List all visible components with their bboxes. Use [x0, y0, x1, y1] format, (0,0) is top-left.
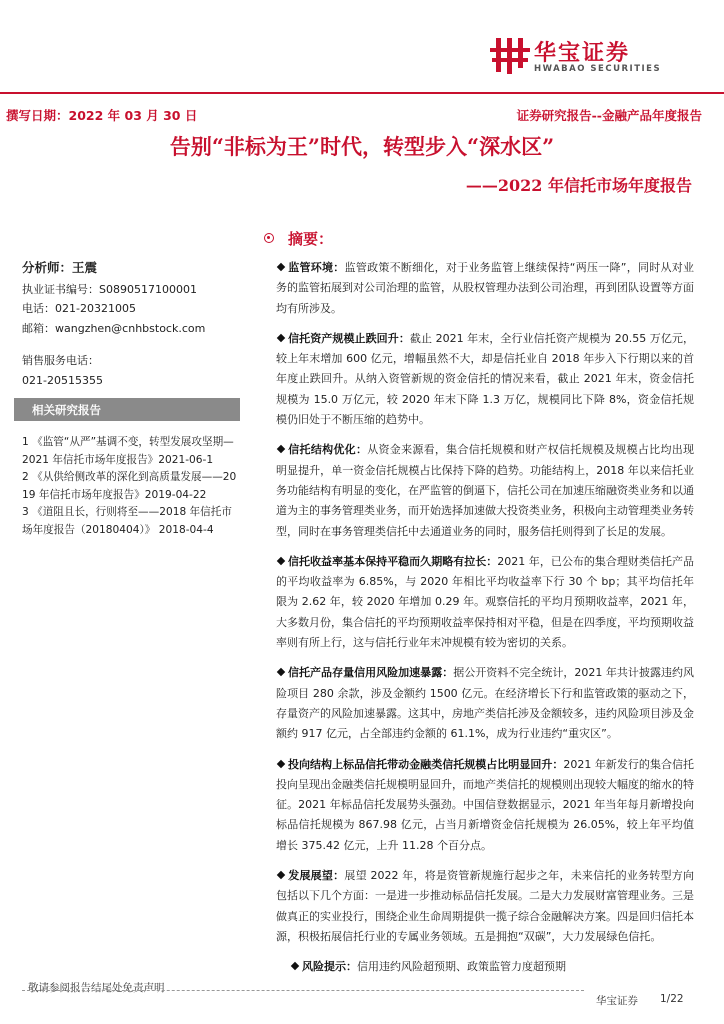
summary-paragraph: [276, 755, 694, 856]
related-reports-list: [22, 434, 240, 539]
summary-paragraph: [276, 258, 694, 319]
write-date: 撰写日期：2022 年 03 月 30 日: [6, 108, 198, 123]
diamond-bullet-icon: [277, 334, 285, 342]
paragraph-label: 监管环境：: [288, 261, 345, 274]
summary-paragraph: [276, 440, 694, 541]
paragraph-label: 信托结构优化：: [288, 443, 368, 457]
hwabao-logo-icon: [490, 36, 530, 76]
report-subtitle: ——2022 年信托市场年度报告: [465, 176, 692, 195]
sales-label: 销售服务电话：: [22, 354, 99, 367]
page-number: 1/22: [660, 993, 684, 1005]
paragraph-text: 监管政策不断细化，对于业务监管上继续保持“两压一降”，同时从对业务的监管拓展到对公司治理的监管，从股权管理办法到公司治理，再到团队设置等方面均有所涉及。: [276, 261, 694, 315]
related-reports-header: [14, 398, 240, 421]
footer-meta: [596, 993, 684, 1008]
related-report-item[interactable]: 2 《从供给侧改革的深化到高质量发展——2019 年信托市场年度报告》2019-04-22: [22, 471, 237, 501]
diamond-bullet-icon: [277, 263, 285, 271]
paragraph-text: 2021 年新发行的集合信托投向呈现出金融类信托规模明显回升，而地产类信托的规模则出现较大幅度的缩水的特征。2021 年标品信托发展势头强劲。中国信登数据显示，2021 年当年每月新增投向标品信托规模为 867.98 亿元，占当月新增资金信托规模为 26.05%，较上年平均值增长 375.42 亿元，上升 11.28 个百分点。: [276, 757, 694, 852]
sales-phone: 021-20515355: [22, 373, 103, 387]
analyst-name: 分析师：王震: [22, 260, 98, 275]
related-report-item[interactable]: 3 《道阻且长，行则将至——2018 年信托市场年度报告（20180404）》 2018-04-4: [22, 506, 232, 536]
diamond-bullet-icon: [277, 871, 285, 879]
summary-paragraph: [276, 866, 694, 947]
paragraph-label: 信托资产规模止跌回升：: [288, 331, 410, 345]
paragraph-label: 投向结构上标品信托带动金融类信托规模占比明显回升：: [288, 757, 564, 771]
paragraph-text: 信用违约风险超预期、政策监管力度超预期: [357, 960, 566, 974]
paragraph-label: 信托产品存量信用风险加速暴露：: [288, 666, 454, 680]
paragraph-text: 从资金来源看，集合信托规模和财产权信托规模及规模占比均出现明显提升，单一资金信托规模占比保持下降的趋势。功能结构上，2018 年以来信托业务功能结构有明显的变化，在严监管的倒逼下，信托公司在加速压缩融资类业务和以通道为主的事务管理类业务，而开始选择加速做大投资类业务，积极向主动管理类业务转型，同时在事务管理类信托中去通道业务的同时，服务信托则得到了长足的发展。: [276, 443, 695, 538]
logo-english-name: HWABAO SECURITIES: [534, 64, 662, 74]
report-title: 告别“非标为王”时代，转型步入“深水区”: [169, 134, 555, 159]
diamond-bullet-icon: [277, 668, 285, 676]
target-bullet-icon: [264, 233, 274, 243]
paragraph-label: 信托收益率基本保持平稳而久期略有拉长：: [288, 554, 498, 568]
footer-disclaimer: 敬请参阅报告结尾处免责声明: [28, 982, 165, 994]
analyst-info: [22, 258, 244, 390]
paragraph-label: 发展展望：: [288, 869, 345, 883]
summary-paragraph: [276, 552, 694, 653]
summary-body: [276, 258, 694, 988]
analyst-phone: 电话：021-20321005: [22, 302, 136, 315]
related-report-item[interactable]: 1 《监管“从严”基调不变，转型发展攻坚期—2021 年信托市场年度报告》2021-06-1: [22, 436, 234, 466]
diamond-bullet-icon: [277, 557, 285, 565]
paragraph-text: 展望 2022 年，将是资管新规施行起步之年，未来信托的业务转型方向包括以下几个方面：一是进一步推动标品信托发展。二是大力发展财富管理业务。三是做真正的实业投行，围绕企业生命周期提供一揽子综合金融解决方案。四是回归信托本源，积极拓展信托行业的专属业务领域。五是拥抱“双碳”，大力发展绿色信托。: [276, 869, 694, 943]
analyst-license: 执业证书编号：S0890517100001: [22, 282, 197, 296]
related-reports-title: 相关研究报告: [32, 403, 101, 417]
summary-paragraph: [276, 663, 694, 744]
paragraph-text: 2021 年，已公布的集合理财类信托产品的平均收益率为 6.85%，与 2020 年相比平均收益率下行 30 个 bp；其平均信托年限为 2.62 年，较 2020 年增加 0.29 年。观察信托的平均月预期收益率，2021 年，大多数月份，集合信托的平均预期收益率保持相对平稳，但是在四季度，平均预期收益率则有所上行，这与信托行业年末冲规模有较为密切的关系。: [276, 554, 695, 650]
report-type: 证券研究报告--金融产品年度报告: [516, 108, 702, 123]
paragraph-text: 截止 2021 年末，全行业信托资产规模为 20.55 万亿元，较上年末增加 600 亿元，增幅虽然不大，却是信托业自 2018 年步入下行期以来的首年度止跌回升。从纳入资管新规的资金信托的情况来看，截止 2021 年末，资金信托规模为 15.0 万亿元，较 2020 年末下降 1.3 万亿，规模同比下降 8%，资金信托规模仍旧处于不断压缩的趋势中。: [276, 331, 694, 427]
logo-chinese-name: 华宝证券: [534, 41, 631, 66]
header-divider: [0, 92, 724, 94]
diamond-bullet-icon: [277, 759, 285, 767]
summary-title: 摘要：: [288, 230, 334, 248]
paragraph-text: 据公开资料不完全统计，2021 年共计披露违约风险项目 280 余款，涉及金额约 1500 亿元。在经济增长下行和监管政策的驱动之下，存量资产的风险加速暴露。这其中，房地产类信托涉及金额较多，违约风险项目涉及金额约 917 亿元，占全部违约金额的 61.1%，成为行业违约“重灾区”。: [276, 666, 694, 741]
date-bar: [0, 104, 724, 126]
summary-paragraph: [276, 957, 694, 977]
paragraph-label: 风险提示：: [302, 960, 357, 974]
company-logo: [490, 36, 690, 76]
footer-company: 华宝证券: [596, 995, 638, 1007]
diamond-bullet-icon: [291, 962, 299, 970]
summary-paragraph: [276, 329, 694, 430]
footer-divider: [22, 990, 584, 991]
diamond-bullet-icon: [277, 445, 285, 453]
analyst-email[interactable]: 邮箱：wangzhen@cnhbstock.com: [22, 321, 206, 335]
